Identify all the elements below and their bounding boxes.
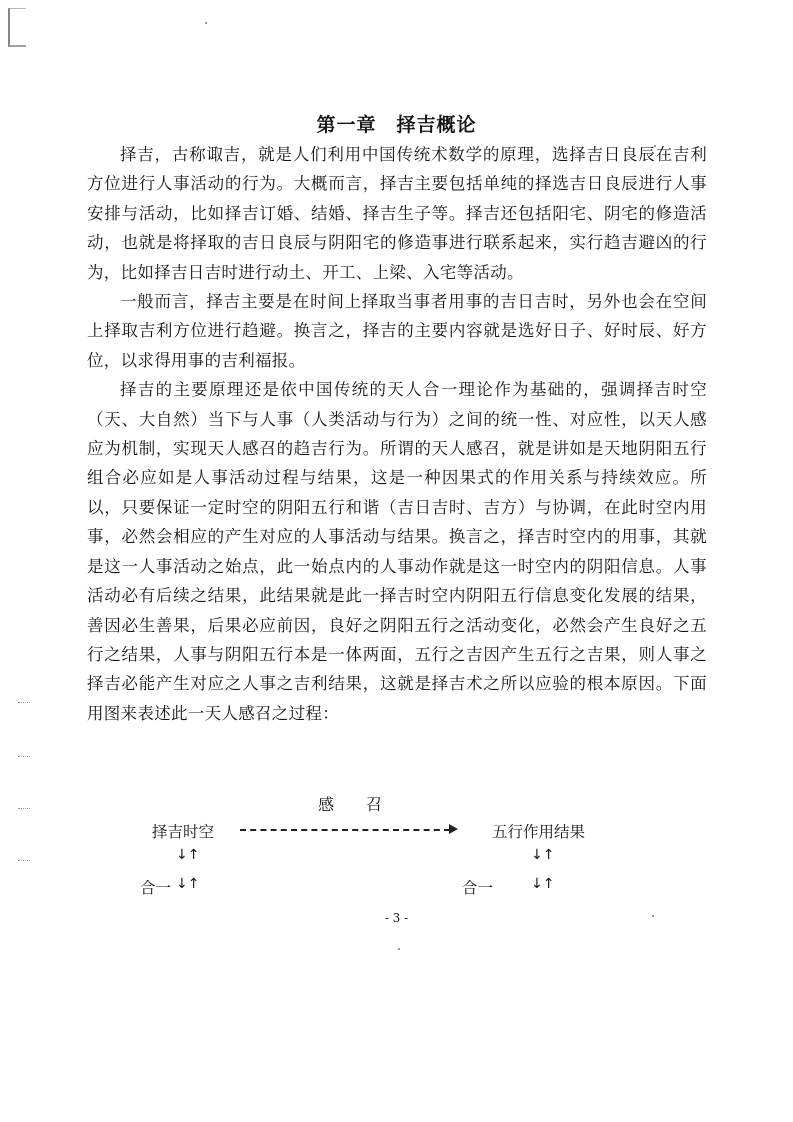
diagram-left-node: 择吉时空 (152, 823, 215, 841)
diagram-right-node: 五行作用结果 (492, 823, 586, 841)
diagram-left-union-label: 合一 (140, 879, 172, 897)
paragraph-3: 择吉的主要原理还是依中国传统的天人合一理论作为基础的，强调择吉时空（天、大自然）当下与人事（人类活动与行为）之间的统一性、对应性，以天人感应为机制，实现天人感召的趋吉行为。所谓的天人感召，就是讲如是天地阴阳五行组合必应如是人事活动过程与结果，这是一种因果式的作用关系与持续效应。所以，只要保证一定时空的阴阳五行和谐（吉日吉时、吉方）与协调，在此时空内用事，必然会相应的产生对应的人事活动与结果。换言之，择吉时空内的用事，其就是这一人事活动之始点，此一始点内的人事动作就是这一时空内的阴阳信息。人事活动必有后续之结果，此结果就是此一择吉时空内阴阳五行信息变化发展的结果，善因必生善果，后果必应前因，良好之阴阳五行之活动变化，必然会产生良好之五行之结果，人事与阴阳五行本是一体两面，五行之吉因产生五行之吉果，则人事之择吉必能产生对应之人事之吉利结果，这就是择吉术之所以应验的根本原因。下面用图来表述此一天人感召之过程： (87, 380, 707, 723)
page-number: - 3 - (384, 911, 409, 925)
paragraph-1: 择吉，古称诹吉，就是人们利用中国传统术数学的原理，选择吉日良辰在吉利方位进行人事活动的行为。大概而言，择吉主要包括单纯的择选吉日良辰进行人事安排与活动，比如择吉订婚、结婚、择吉生子等。择吉还包括阳宅、阴宅的修造活动，也就是将择取的吉日良辰与阴阳宅的修造事进行联系起来，实行趋吉避凶的行为，比如择吉日吉时进行动土、开工、上梁、入宅等活动。 (87, 145, 707, 282)
diagram-left-arrows: ↓↑ (176, 847, 200, 863)
diagram-top-label: 感 召 (318, 795, 383, 814)
paragraph-2: 一般而言，择吉主要是在时间上择取当事者用事的吉日吉时，另外也会在空间上择取吉利方位进行趋避。换言之，择吉的主要内容就是选好日子、好时辰、好方位，以求得用事的吉利福报。 (87, 292, 707, 370)
diagram-left-union-arrows: ↓↑ (176, 876, 200, 892)
diagram-right-union-label: 合一 (462, 879, 494, 897)
diagram-dashed-line (240, 829, 450, 831)
diagram-arrow-right-icon (449, 824, 458, 834)
diagram-right-arrows: ↓↑ (531, 847, 555, 863)
chapter-title: 第一章 择吉概论 (316, 114, 477, 136)
diagram-right-union-arrows: ↓↑ (531, 876, 555, 892)
